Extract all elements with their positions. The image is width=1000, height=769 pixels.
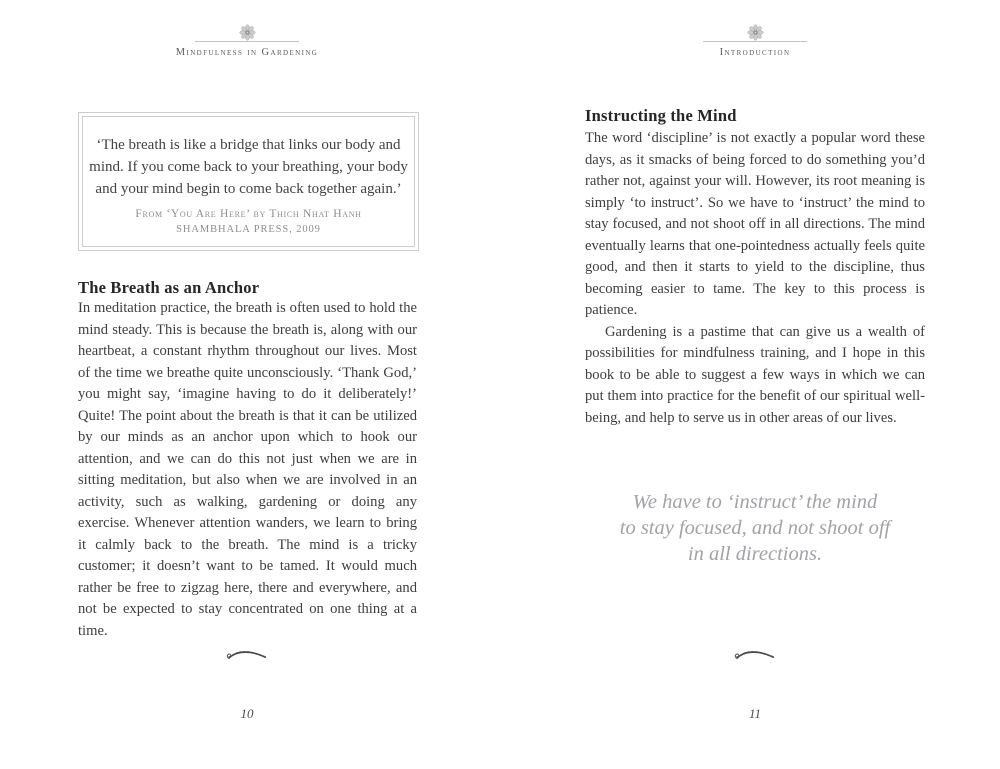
running-head-label: Introduction bbox=[719, 47, 791, 58]
flower-icon bbox=[239, 24, 256, 41]
body-text bbox=[585, 128, 925, 429]
quote-line: ‘The breath is like a bridge that links our body and bbox=[96, 137, 401, 153]
body-paragraph: Gardening is a pastime that can give us a wealth of possibilities for mindfulness training, and I hope in this book to be able to suggest a few ways in which we can put them into practice for the benefit of our spiritual well-being, and help to serve us in other areas of our lives. bbox=[585, 323, 925, 426]
body-text bbox=[78, 298, 417, 642]
body-paragraph: The word ‘discipline’ is not exactly a popular word these days, as it smacks of being forced to do something you’d rather not, against your will. However, its root meaning is simply ‘to instruct’. So we have to ‘instruct’ the mind to stay focused, and not shoot off in all directions. The mind eventually learns that one-pointedness actually feels quite good, and then it starts to yield to the discipline, thus becoming easier to tame. The key to this process is patience. bbox=[585, 130, 925, 318]
quote-publisher: SHAMBHALA PRESS, 2009 bbox=[176, 224, 321, 235]
quote-attribution: From ‘You Are Here’ by Thich Nhat Hanh bbox=[135, 208, 362, 220]
pull-quote-line: We have to ‘instruct’ the mind bbox=[632, 491, 878, 513]
running-head-label: Mindfulness in Gardening bbox=[175, 47, 319, 58]
head-rule bbox=[703, 41, 807, 42]
running-head bbox=[78, 24, 416, 58]
page-number: 10 bbox=[240, 706, 254, 721]
flourish-icon bbox=[733, 648, 777, 662]
flourish-icon bbox=[225, 648, 269, 662]
running-head bbox=[585, 24, 925, 58]
pull-quote-line: to stay focused, and not shoot off bbox=[619, 517, 891, 539]
quote-line: and your mind begin to come back together again.’ bbox=[95, 181, 402, 197]
quote-line: mind. If you come back to your breathing, your body bbox=[89, 159, 408, 175]
page-number: 11 bbox=[748, 706, 762, 721]
quote-box bbox=[78, 112, 419, 251]
section-heading: Instructing the Mind bbox=[585, 106, 737, 125]
body-paragraph: In meditation practice, the breath is often used to hold the mind steady. This is because the breath is, along with our heartbeat, a constant rhythm throughout our lives. Most of the time we breathe quite unconsciously. ‘Thank God,’ you might say, ‘imagine having to do it deliberately!’ Quite! The point about the breath is that it can be utilized by our minds as an anchor upon which to hook our attention, and we can do this not just when we are in sitting meditation, but also when we are involved in an activity, such as walking, gardening or doing any exercise. Whenever attention wanders, we learn to bring it calmly back to the breath. The mind is a tricky customer; it doesn’t want to be tamed. It would much rather be free to zigzag here, there and everywhere, and not be expected to stay concentrated on one thing at a time. bbox=[78, 300, 417, 639]
pull-quote-line: in all directions. bbox=[687, 543, 823, 565]
pull-quote bbox=[585, 489, 925, 567]
right-page bbox=[500, 0, 1000, 769]
quote-box-inner bbox=[82, 116, 415, 247]
flower-icon bbox=[747, 24, 764, 41]
head-rule bbox=[195, 41, 299, 42]
section-heading: The Breath as an Anchor bbox=[78, 278, 260, 297]
tail-ornament bbox=[78, 648, 416, 667]
tail-ornament bbox=[585, 648, 925, 667]
